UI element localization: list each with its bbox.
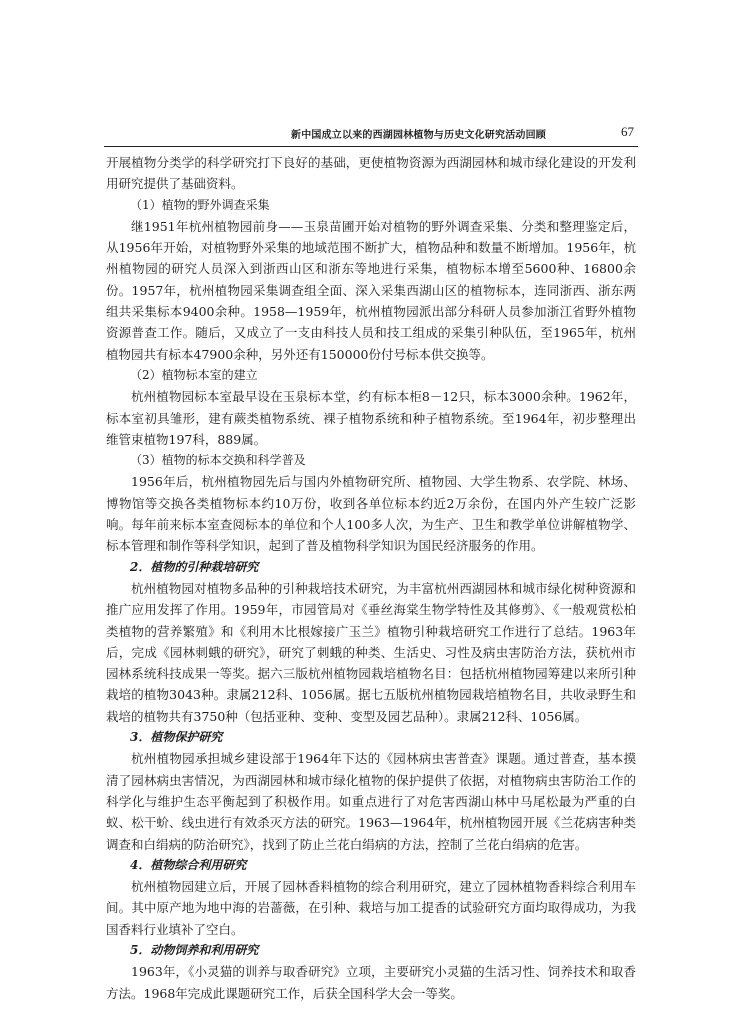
section-heading: （2）植物标本室的建立	[130, 367, 258, 382]
paragraph: 1956年后，杭州植物园先后与国内外植物研究所、植物园、大学生物系、农学院、林场、博物馆等交换各类植物标本约10万份，收到各单位标本约近2万余份，在国内外产生较广泛影响。每年前来标本室查阅标本的单位和个人100多人次，为生产、卫生和教学单位讲解植物学、标本管理和制作等科学知识，起到了普及植物科学知识为国民经济服务的作用。	[106, 474, 636, 554]
page-number: 67	[621, 124, 634, 139]
body-text	[106, 152, 636, 1004]
paragraph: 杭州植物园建立后，开展了园林香料植物的综合利用研究，建立了园林植物香料综合利用车间。其中原产地为地中海的岩蔷薇，在引种、栽培与加工提香的试验研究方面均取得成功，为我国香料行业填补了空白。	[106, 879, 636, 937]
section-heading: 5．动物饲养和利用研究	[130, 942, 259, 957]
paragraph: 杭州植物园标本室最早设在玉泉标本堂，约有标本柜8－12只，标本3000余种。1962年，标本室初具雏形，建有蕨类植物系统、裸子植物系统和种子植物系统。至1964年，初步整理出维管束植物197科，889属。	[106, 389, 636, 447]
section-heading: （1）植物的野外调查采集	[130, 197, 270, 212]
paragraph: 开展植物分类学的科学研究打下良好的基础，更使植物资源为西湖园林和城市绿化建设的开发利用研究提供了基础资料。	[106, 155, 636, 192]
section-heading: 2．植物的引种栽培研究	[130, 559, 259, 574]
paragraph: 杭州植物园承担城乡建设部于1964年下达的《园林病虫害普查》课题。通过普查，基本摸清了园林病虫害情况，为西湖园林和城市绿化植物的保护提供了依据，对植物病虫害防治工作的科学化与维护生态平衡起到了积极作用。如重点进行了对危害西湖山林中马尾松最为严重的白蚁、松干蚧、线虫进行有效杀灭方法的研究。1963—1964年，杭州植物园开展《兰花病害种类调查和白绢病的防治研究》，找到了防止兰花白绢病的方法，控制了兰花白绢病的危害。	[106, 751, 636, 852]
paragraph: 1963年，《小灵猫的训养与取香研究》立项，主要研究小灵猫的生活习性、饲养技术和取香方法。1968年完成此课题研究工作，后获全国科学大会一等奖。	[106, 964, 636, 1001]
section-heading: （3）植物的标本交换和科学普及	[130, 453, 306, 468]
section-heading: 4．植物综合利用研究	[130, 857, 247, 872]
header-title: 新中国成立以来的西湖园林植物与历史文化研究活动回顾	[291, 130, 546, 141]
running-header	[104, 124, 638, 147]
paragraph: 杭州植物园对植物多品种的引种栽培技术研究，为丰富杭州西湖园林和城市绿化树种资源和推广应用发挥了作用。1959年，市园管局对《垂丝海棠生物学特性及其修剪》、《一般观赏松柏类植物的营养繁殖》和《利用木比根嫁接广玉兰》植物引种栽培研究工作进行了总结。1963年后，完成《园林刺蛾的研究》，研究了刺蛾的种类、生活史、习性及病虫害防治方法，获杭州市园林系统科技成果一等奖。据六三版杭州植物园栽培植物名目：包括杭州植物园筹建以来所引种栽培的植物3043种。隶属212科、1056属。据七五版杭州植物园栽培植物名目，共收录野生和栽培的植物共有3750种（包括亚种、变种、变型及园艺品种）。隶属212科、1056属。	[106, 580, 636, 724]
paragraph: 继1951年杭州植物园前身——玉泉苗圃开始对植物的野外调查采集、分类和整理鉴定后，从1956年开始，对植物野外采集的地域范围不断扩大，植物品种和数量不断增加。1956年，杭州植物园的研究人员深入到浙西山区和浙东等地进行采集，植物标本增至5600种、16800余份。1957年，杭州植物园采集调查组全面、深入采集西湖山区的植物标本，连同浙西、浙东两组共采集标本9400余种。1958—1959年，杭州植物园派出部分科研人员参加浙江省野外植物资源普查工作。随后，又成立了一支由科技人员和技工组成的采集引种队伍，至1965年，杭州植物园共有标本47900余种，另外还有150000份付号标本供交换等。	[106, 218, 636, 362]
section-heading: 3．植物保护研究	[130, 730, 223, 745]
